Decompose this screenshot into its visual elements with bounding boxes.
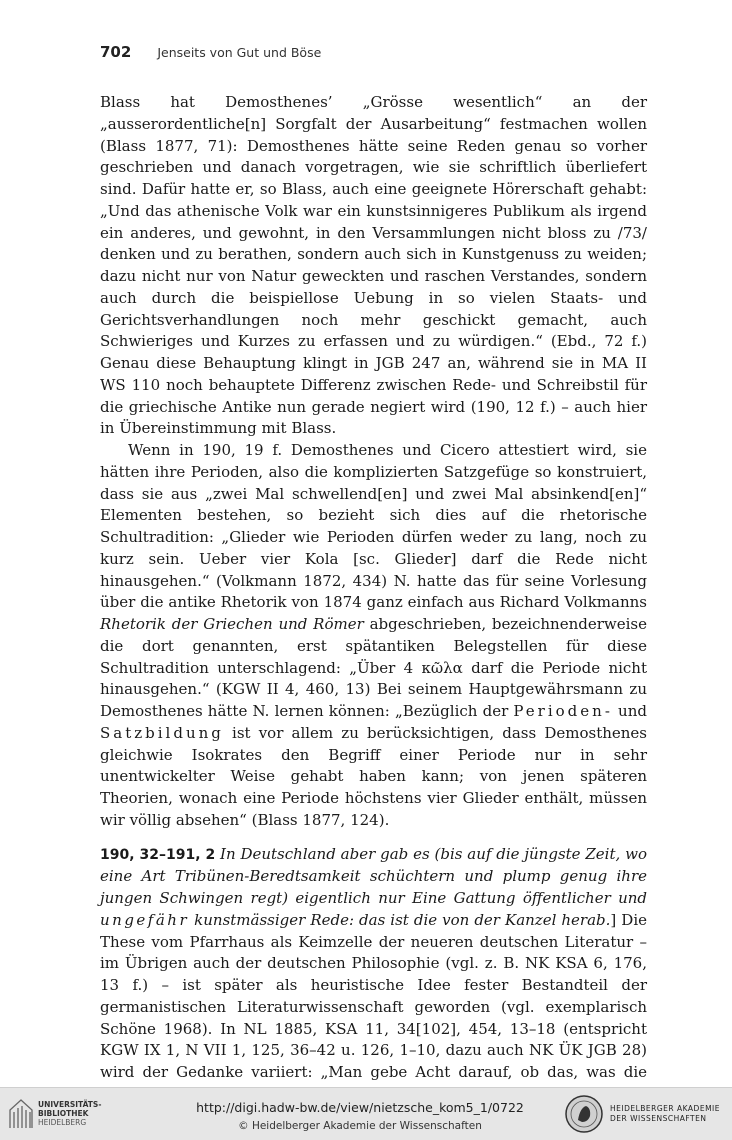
footer-bar — [0, 1087, 732, 1140]
running-title: Jenseits von Gut und Böse — [157, 45, 322, 60]
library-building-icon — [8, 1096, 34, 1130]
library-name — [38, 1100, 101, 1127]
library-name-line-1: UNIVERSITÄTS- — [38, 1099, 102, 1109]
academy-name-line-1: HEIDELBERGER AKADEMIE — [609, 1104, 720, 1113]
lemma-spaced-word: ungefähr — [100, 910, 190, 929]
paragraph-2-text-c: und — [612, 702, 647, 720]
lemma-reference: 190, 32–191, 2 — [100, 846, 216, 863]
paragraph-2-text-d: ist vor allem zu berücksichtigen, dass Demosthenes gleichwie Isokrates den Begriff einer Periode nur in sehr unentwickelter Weise gehabt haben kann; von jenen späteren Theorien, wonach eine Periode höchstens vier Glieder enthält, müssen wir völlig absehen“ (Blass 1877, 124). — [100, 723, 647, 829]
lemma-text-a: In Deutschland aber gab es (bis auf die jüngste Zeit, wo eine Art Tribünen-Beredtsamkeit schüchtern und plump genug ihre jungen Schwingen regt) eigentlich nur Eine Gattung öffentlicher und — [100, 844, 647, 907]
commentary-text: ] Die These vom Pfarrhaus als Keimzelle der neueren deutschen Literatur – im Übrigen auch der deutschen Philosophie (vgl. z. B. NK KSA 6, 176, 13 f.) – ist später als heuristische Idee fester Bestandteil der germanistischen Literaturwissenschaft geworden (vgl. exemplarisch Schöne 1968). In NL 1885, KSA 11, 34[102], 454, 13–18 (entspricht KGW IX 1, N VII 1, 125, 36–42 u. 126, 1–10, dazu auch NK ÜK JGB 28) wird der Gedanke variiert: „Man gebe Acht darauf, ob das, was die — [100, 910, 647, 1081]
academy-seal-icon — [564, 1094, 604, 1134]
academy-logo[interactable] — [564, 1094, 720, 1134]
paragraph-2 — [100, 440, 647, 832]
paragraph-1-text: Blass hat Demosthenes’ „Grösse wesentlich“ an der „ausserordentliche[n] Sorgfalt der Ausarbeitung“ festmachen wollen (Blass 1877, 71): Demosthenes hätte seine Reden genau so vorher geschrieben und danach vorgetragen, wie sie schriftlich überliefert sind. Dafür hatte er, so Blass, auch eine geeignete Hörerschaft gehabt: „Und das athenische Volk war ein kunstsinnigeres Publikum als irgend ein anderes, und gewohnt, in den Versammlungen nicht bloss zu /73/ denken und zu berathen, sondern auch sich in Kunstgenuss zu weiden; dazu nicht nur von Natur geweckten und raschen Verstandes, sondern auch durch die beispiellose Uebung in so vielen Staats- und Gerichtsverhandlungen noch mehr geschickt gemacht, auch Schwieriges und Kurzes zu erfassen und zu würdigen.“ (Ebd., 72 f.) Genau diese Behauptung klingt in JGB 247 an, während sie in MA II WS 110 noch behauptete Differenz zwischen Rede- und Schreibstil für die griechische Antike nun gerade negiert wird (190, 12 f.) – auch hier in Übereinstimmung mit Blass. — [100, 93, 647, 438]
body-text — [100, 92, 647, 1106]
lemma-text-b: kunstmässiger Rede: das ist die von der Kanzel herab. — [189, 910, 611, 929]
commentary-entry — [100, 844, 647, 1106]
permalink-url[interactable]: http://digi.hadw-bw.de/view/nietzsche_kom5_1/0722 — [196, 1100, 524, 1115]
book-title-rhetorik: Rhetorik der Griechen und Römer — [100, 615, 364, 633]
spaced-term-satzbildung: Satzbildung — [100, 723, 224, 742]
academy-name-line-2: DER WISSENSCHAFTEN — [609, 1114, 707, 1123]
paragraph-2-text-b: abgeschrieben, bezeichnenderweise die dort genannten, erst spätantiken Belegstellen für diese Schultradition unterschlagend: „Über 4 κῶλα darf die Periode nicht hinausgehen.“ (KGW II 4, 460, 13) Bei seinem Hauptgewährsmann zu Demosthenes hätte N. lernen können: „Bezüglich der — [100, 615, 647, 720]
page-number: 702 — [100, 43, 132, 61]
academy-name — [610, 1104, 720, 1124]
spaced-term-perioden: Perioden- — [513, 702, 613, 720]
paragraph-1 — [100, 92, 647, 440]
copyright-notice: © Heidelberger Akademie der Wissenschaften — [238, 1120, 482, 1132]
library-name-line-2: BIBLIOTHEK — [38, 1108, 89, 1118]
page-header — [100, 43, 321, 61]
paragraph-2-text-a: Wenn in 190, 19 f. Demosthenes und Cicero attestiert wird, sie hätten ihre Perioden, also die komplizierten Satzgefüge so konstruiert, dass sie aus „zwei Mal schwellend[en] und zwei Mal absinkend[en]“ Elementen bestehen, so bezieht sich dies auf die rhetorische Schultradition: „Glieder wie Perioden dürfen weder zu lang, noch zu kurz sein. Ueber vier Kola [sc. Glieder] darf die Rede nicht hinausgehen.“ (Volkmann 1872, 434) N. hatte das für seine Vorlesung über die antike Rhetorik von 1874 ganz einfach aus Richard Volkmanns — [100, 441, 647, 612]
university-library-logo[interactable] — [8, 1096, 101, 1130]
library-name-line-3: HEIDELBERG — [38, 1117, 87, 1127]
